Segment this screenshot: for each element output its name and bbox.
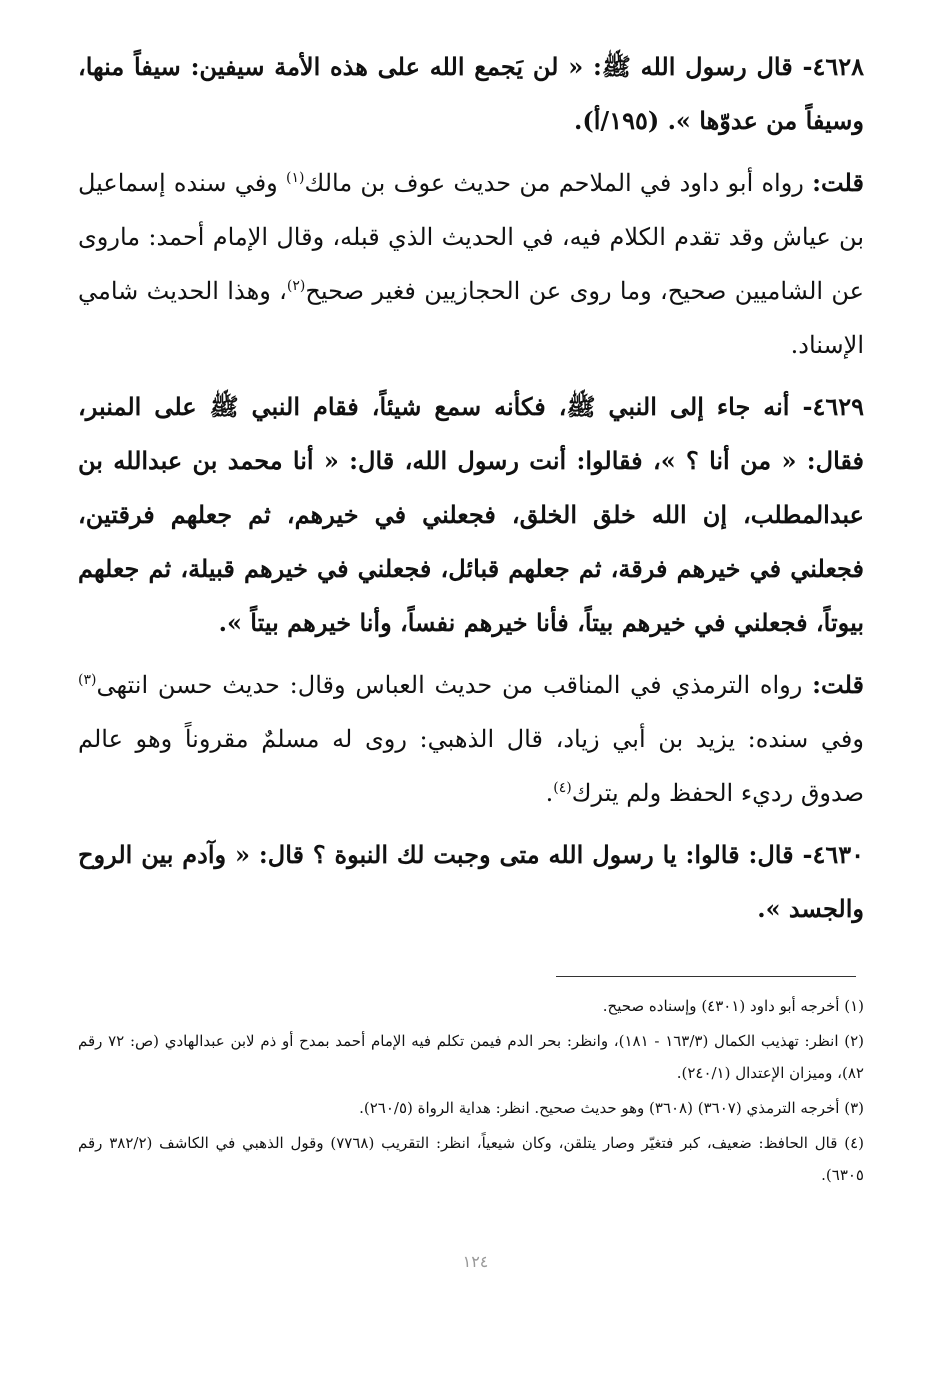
hadith-text: قال: قالوا: يا رسول الله متى وجبت لك النبوة ؟ قال: « وآدم بين الروح والجسد ». (78, 840, 864, 923)
footnote-4: (٤) قال الحافظ: ضعيف، كبر فتغيّر وصار يتلقن، وكان شيعياً، انظر: التقريب (٧٧٦٨) وقول الذهبي في الكاشف (٣٨٢/٢ رقم ٦٣٠٥). (78, 1134, 864, 1184)
commentary-2 (78, 658, 864, 820)
footnote-3: (٣) أخرجه الترمذي (٣٦٠٧) (٣٦٠٨) وهو حديث صحيح. انظر: هداية الرواة (٢٦٠/٥). (359, 1099, 864, 1117)
commentary-text: . (545, 779, 554, 807)
footnote-2: (٢) انظر: تهذيب الكمال (١٦٣/٣ - ١٨١)، وانظر: بحر الدم فيمن تكلم فيه الإمام أحمد بمدح أو ذم لابن عبدالهادي (ص: ٧٢ رقم ٨٢)، وميزان الإعتدال (٢٤٠/١). (78, 1032, 864, 1082)
commentary-label: قلت: (812, 168, 864, 197)
commentary-text: رواه الترمذي في المناقب من حديث العباس وقال: حديث حسن انتهى (96, 671, 803, 699)
commentary-label: قلت: (812, 670, 864, 699)
footnote-divider (556, 976, 856, 977)
footnote-ref-3[interactable]: (٣) (78, 672, 97, 688)
commentary-text: ، وهذا الحديث شامي الإسناد. (78, 277, 864, 359)
commentary-text: وفي سنده: يزيد بن أبي زياد، قال الذهبي: روى له مسلمٌ مقروناً وهو عالم صدوق رديء الحفظ ولم يترك (78, 725, 864, 807)
commentary-1 (78, 156, 864, 372)
hadith-text: أنه جاء إلى النبي ﷺ، فكأنه سمع شيئاً، فقام النبي ﷺ على المنبر، فقال: « من أنا ؟ »، فقالوا: أنت رسول الله، قال: « أنا محمد بن عبدالله بن عبدالمطلب، إن الله خلق الخلق، فجعلني في خيرهم، ثم جعلهم فرقتين، فجعلني في خيرهم فرقة، ثم جعلهم قبائل، فجعلني في خيرهم قبيلة، ثم جعلهم بيوتاً، فجعلني في خيرهم بيتاً، فأنا خيرهم نفساً، وأنا خيرهم بيتاً ». (78, 392, 864, 637)
hadith-number: ٤٦٢٨- (802, 52, 865, 81)
hadith-4630 (78, 828, 864, 936)
hadith-4629 (78, 380, 864, 650)
hadith-number: ٤٦٣٠- (802, 840, 865, 869)
footnote-ref-1[interactable]: (١) (286, 170, 305, 186)
hadith-number: ٤٦٢٩- (802, 392, 864, 421)
commentary-text: وفي سنده إسماعيل بن عياش وقد تقدم الكلام فيه، في الحديث الذي قبله، وقال الإمام أحمد: ماروى عن الشاميين صحيح، وما روى عن الحجازيين فغير صحيح (78, 169, 864, 305)
main-text (78, 40, 864, 944)
hadith-text: قال رسول الله ﷺ: « لن يَجمع الله على هذه الأمة سيفين: سيفاً منها، وسيفاً من عدوّها ». (١٩٥/أ). (78, 52, 864, 135)
commentary-text: رواه أبو داود في الملاحم من حديث عوف بن مالك (304, 169, 804, 197)
footnote-ref-2[interactable]: (٢) (286, 278, 306, 294)
footnote-1: (١) أخرجه أبو داود (٤٣٠١) وإسناده صحيح. (602, 997, 864, 1015)
footnote-ref-4[interactable]: (٤) (553, 780, 572, 796)
footnotes (78, 990, 864, 1194)
page-number: ١٢٤ (462, 1252, 489, 1271)
hadith-4628 (78, 40, 864, 148)
